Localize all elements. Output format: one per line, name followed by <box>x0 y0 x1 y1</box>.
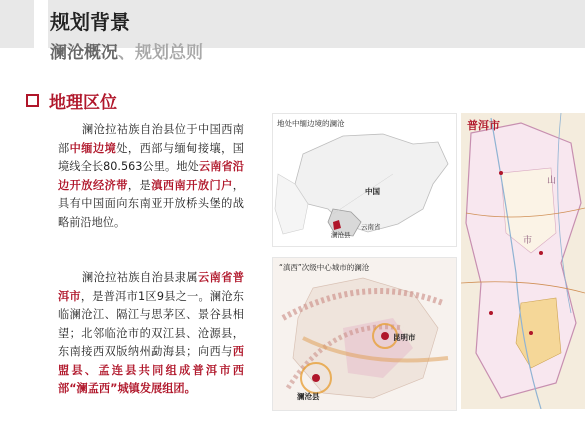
map3-label-shi: 市 <box>523 236 533 246</box>
page-subtitle <box>50 38 203 63</box>
map-china-location <box>272 113 457 247</box>
map2-caption: “滇西”次级中心城市的澜沧 <box>279 263 370 272</box>
map2-label-lancang: 澜沧县 <box>297 392 320 401</box>
map1-caption: 地处中缅边境的澜沧 <box>277 119 345 128</box>
highlight-gateway: 滇西南开放门户 <box>151 178 233 192</box>
subtitle-current: 澜沧概况 <box>50 43 118 63</box>
map2-label-kunming: 昆明市 <box>393 333 416 342</box>
map1-label-china: 中国 <box>365 187 380 196</box>
highlight-cluster: 西盟县、孟连县共同组成普洱市西部“澜孟西”城镇发展组团。 <box>58 345 244 395</box>
highlight-border: 中缅边境 <box>69 141 117 155</box>
map3-label-shan: 山 <box>547 176 557 186</box>
paragraph-location: 澜沧拉祜族自治县位于中国西南部中缅边境处，西部与缅甸接壤，国境线全长80.563公里。地处云南省沿边开放经济带，是滇西南开放门户，具有中国面向东南亚开放桥头堡的战略前沿地位。 <box>58 123 244 229</box>
map-regional-center <box>272 257 457 411</box>
section-title: 地理区位 <box>49 93 117 113</box>
puer-map-graphic <box>461 113 585 409</box>
subtitle-other: 规划总则 <box>135 43 203 63</box>
highlight-puer: 云南省普洱市 <box>58 271 244 303</box>
highlight-economic-belt: 云南省沿边开放经济带 <box>58 160 244 192</box>
header-left-bar <box>0 0 34 48</box>
page-title: 规划背景 <box>50 10 130 34</box>
map1-label-lancang: 澜沧县 <box>331 231 351 239</box>
section-heading <box>26 88 117 113</box>
map3-title: 普洱市 <box>467 119 500 132</box>
paragraph-administration: 澜沧拉祜族自治县隶属云南省普洱市，是普洱市1区9县之一。澜沧东临澜沧江、隔江与思茅区、景谷县相望；北邻临沧市的双江县、沧源县，东南接西双版纳州勐海县；向西与西盟县、孟连县共同组成普洱市西部“澜孟西”城镇发展组团。 <box>58 271 244 395</box>
map1-label-yunnan: 云南省 <box>361 223 381 231</box>
regional-map-graphic <box>273 258 456 410</box>
square-bullet-icon <box>26 94 39 107</box>
map-puer-city <box>461 113 585 409</box>
subtitle-separator: 、 <box>118 43 135 63</box>
